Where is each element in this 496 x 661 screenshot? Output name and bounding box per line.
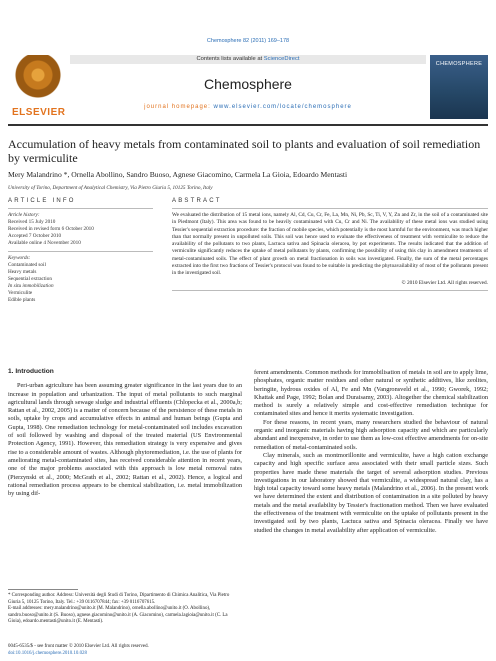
article-info-heading: ARTICLE INFO [8,198,76,204]
journal-homepage [70,104,426,110]
sciencedirect-link[interactable]: ScienceDirect [263,56,300,62]
body-paragraph: For these reasons, in recent years, many researchers studied the behaviour of natural organic and inorganic materials having high adsorption capacity and which are particularly abundant and inexpensive, in order to use them as low-cost effective amendments for on-site remediation of metal-contaminated soils. [254,418,488,451]
publisher-logo-text: ELSEVIER [12,107,66,118]
issn-doi [8,644,308,657]
homepage-prefix: journal homepage: [144,104,214,110]
abstract-copyright: © 2010 Elsevier Ltd. All rights reserved. [401,279,488,286]
body-paragraph: Clay minerals, such as montmorillonite and vermiculite, have a high cation exchange capacity and high specific surface area associated with their small particle sizes. Such properties have made these materials the target of several adsorption studies. Previous investigations in our laboratory showed that vermiculite, a widespread natural clay, has a high total capacity toward some heavy metals (Malandrino et al., 2006). In the present work we have determined the extent and distribution of contamination in a site polluted by heavy metals and the metal availability by Tessier's fractionation method. Then we have evaluated the effectiveness of the treatment with vermiculite on the uptake of pollutants present in the investigated soil by two plants, Lactuca sativa and Spinacia oleracea. Finally we have studied the changes in metal availability after application of vermiculite. [254,451,488,534]
keywords-label: Keywords: [8,255,31,261]
divider [172,290,488,291]
history-label: Article history: [8,212,40,218]
abstract-heading: ABSTRACT [172,198,222,204]
publisher-logo [8,55,68,119]
keyword: In situ immobilization [8,283,54,289]
divider [8,251,153,252]
homepage-link[interactable]: www.elsevier.com/locate/chemosphere [213,104,352,110]
contents-bar [70,55,426,64]
keyword: Sequential extraction [8,276,52,282]
history-item: Accepted 7 October 2010 [8,233,62,239]
journal-citation: Chemosphere 82 (2011) 169–178 [206,38,290,44]
footnote-rule [8,589,78,590]
body-column-left [8,368,242,498]
history-item: Received in revised form 6 October 2010 [8,226,94,232]
keyword: Vermiculite [8,290,33,296]
keyword: Contaminated soil [8,262,46,268]
body-paragraph: Peri-urban agriculture has been assuming greater significance in the last years due to an increase in population and urbanization. The input of metal pollutants to such marginal agricultural lands through sewage sludge and industrial effluents (Chlopecka et al., 2000a,b; Rattan et al., 2002, 2005) is a matter of concern because of the persistence of these metals in soils, uptake by crops and accumulative effects in animal and human beings (Gupta and Gupta, 1998). One remediation technology for metal-contaminated soil includes excavation of soil followed by washing and disposal of the treated material (US Environmental Protection Agency, 1991). However, this remediation strategy is very expensive and gives rise to a considerable amount of wastes. Although phytoremediation, i.e. the use of plants for ameliorating metal-contaminated sites, has received considerable attention in recent years, one of the major problems associated with this approach is low metal removal rates (Pierzynski et al., 2000; McGrath et al., 2002; Rattan et al., 2002). Hence, a logical and rational remediation process appears to be chemical stabilization, i.e. metal immobilization by using dif- [8,382,242,498]
article-title: Accumulation of heavy metals from contaminated soil to plants and evaluation of soil remediation by vermiculite [8,137,481,165]
divider [8,208,153,209]
abstract-text: We evaluated the distribution of 15 metal ions, namely Al, Cd, Cu, Cr, Fe, La, Mn, Ni, Pb, Sc, Ti, V, Y, Zn and Zr, in the soil of a contaminated site in Piedmont (Italy). This area was found to be heavily contaminated with Cu, Cr and Ni. The availability of these metal ions was studied using Tessier's sequential extraction procedure: the fraction of mobile species, which potentially is the most harmful for the environment, was much higher than that normally present in unpolluted soils. This soil was hence used to evaluate the effectiveness of treatment with vermiculite to reduce the availability of the pollutants to two plants, Lactuca sativa and Spinacia oleracea, by pot experiments. The results indicated that the addition of vermiculite significantly reduces the uptake of metal pollutants by plants, confirming the possibility of using this clay in amendment treatments of metal-contaminated soils. The effect of plant growth on metal fractionation in soils was investigated. Finally, the sum of the metal percentages extracted into the first two fractions of Tessier's protocol was found to be suitable in predicting the phytoavailability of most of the pollutants present in the investigated soil. [172,212,488,277]
history-item: Available online 4 November 2010 [8,240,81,246]
journal-name: Chemosphere [204,76,292,92]
corresponding-author-text: * Corresponding author. Address: Università degli Studi di Torino, Dipartimento di Chimica Analitica, Via Pietro Giuria 5, 10125 Torino, Italy. Tel.: +39 0116707844; fax: +39 0116707615. [8,593,230,605]
section-heading: 1. Introduction [8,368,54,375]
article-affiliation: University of Torino, Department of Analytical Chemistry, Via Pietro Giuria 5, 10125 Torino, Italy [8,185,213,191]
header-rule [8,124,488,126]
article-info [8,198,153,304]
elsevier-tree-icon [12,55,64,105]
contents-prefix: Contents lists available at [196,56,264,62]
doi-link[interactable]: doi:10.1016/j.chemosphere.2010.10.028 [8,650,87,656]
history-item: Received 15 July 2010 [8,219,56,225]
author-emails: E-mail addresses: mery.malandrino@unito.it (M. Malandrino), ornella.abollino@unito.it (O. Abollino), sandro.buoso@unito.it (S. Buoso), agnese.giacomino@unito.it (A. Giacomino), carmela.lagioia@unito.it (C. La Gioia), edoardo.mentasti@unito.it (E. Mentasti). [8,606,228,625]
cover-title: CHEMOSPHERE [435,61,483,67]
article-authors: Mery Malandrino *, Ornella Abollino, Sandro Buoso, Agnese Giacomino, Carmela La Gioia, Edoardo Mentasti [8,170,348,179]
body-column-right [254,369,488,535]
divider [172,208,488,209]
issn-line: 0045-6535/$ - see front matter © 2010 Elsevier Ltd. All rights reserved. [8,644,149,649]
abstract [172,198,488,291]
masthead-center [70,55,426,119]
keyword: Heavy metals [8,269,37,275]
keyword: Edible plants [8,297,36,303]
journal-masthead [8,55,488,119]
body-paragraph: ferent amendments. Common methods for immobilisation of metals in soil are to apply lime, phosphates, organic matter residues and other natural or synthetic additives, like zeolites, beringite, hydrous oxides of Al, Fe and Mn (Vangronsveld et al., 1990; Gworek, 1992; Khattak and Page, 1992; Bolan and Duraisamy, 2003). Altogether the chemical stabilization method is surely a relatively simple and cost-effective remediation technique for contaminated sites and hence it merits systematic investigation. [254,369,488,418]
journal-cover-thumbnail [430,55,488,119]
corresponding-author-footnote [8,589,242,626]
